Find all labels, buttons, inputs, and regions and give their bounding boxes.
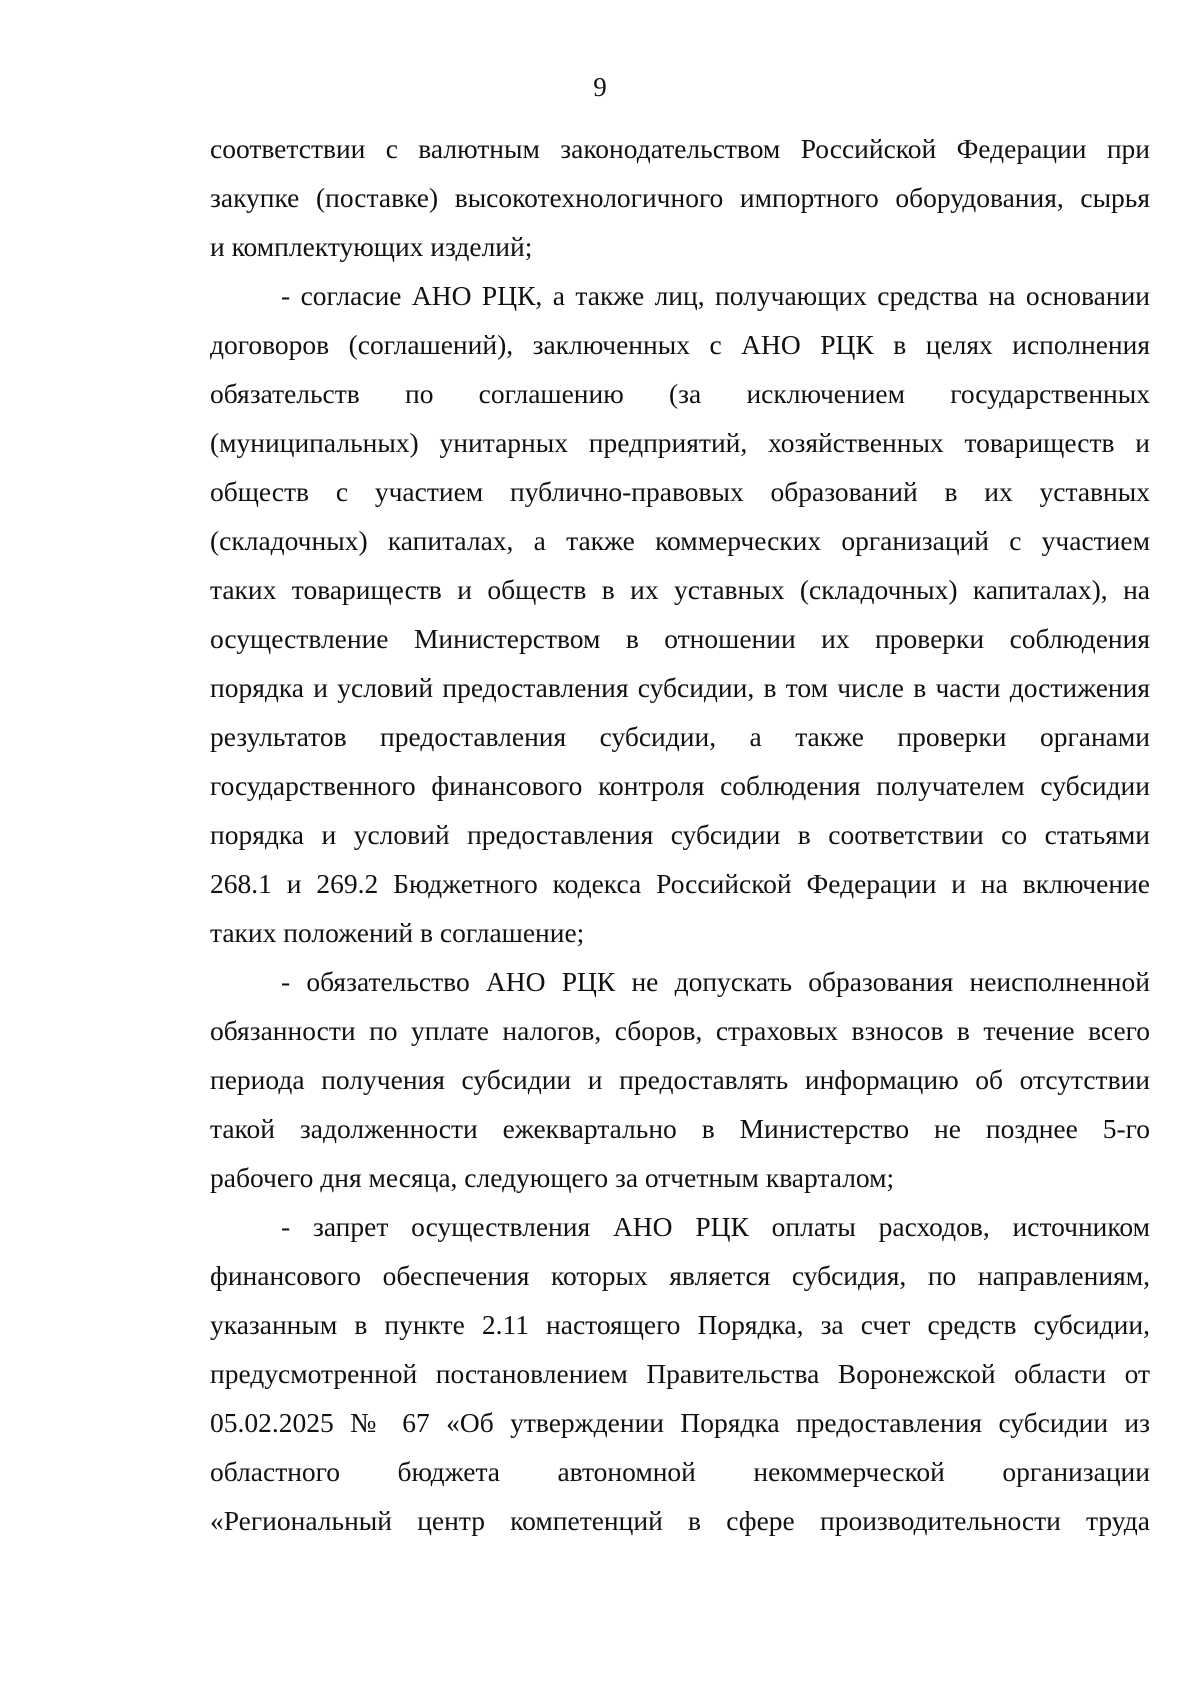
text-line: обществ с участием публично-правовых образований в их уставных: [210, 476, 1150, 507]
text-line: и комплектующих изделий;: [210, 231, 533, 262]
text-line: порядка и условий предоставления субсидии в соответствии со статьями: [210, 819, 1150, 850]
paragraph-consent-audit: [210, 271, 1150, 957]
text-line: областного бюджета автономной некоммерческой организации: [210, 1456, 1150, 1487]
document-body: [210, 124, 1150, 1545]
text-line: - обязательство АНО РЦК не допускать образования неисполненной: [281, 966, 1150, 997]
text-line: порядка и условий предоставления субсидии, в том числе в части достижения: [210, 672, 1150, 703]
paragraph-currency-compliance: [210, 124, 1150, 271]
text-line: обязательств по соглашению (за исключением государственных: [210, 378, 1150, 409]
text-line: периода получения субсидии и предоставлять информацию об отсутствии: [210, 1064, 1150, 1095]
text-line: 268.1 и 269.2 Бюджетного кодекса Российской Федерации и на включение: [210, 868, 1150, 899]
page-number: 9: [593, 72, 607, 102]
text-line: обязанности по уплате налогов, сборов, страховых взносов в течение всего: [210, 1015, 1150, 1046]
text-line: «Региональный центр компетенций в сфере производительности труда: [210, 1505, 1150, 1536]
text-line: государственного финансового контроля соблюдения получателем субсидии: [210, 770, 1150, 801]
text-line: результатов предоставления субсидии, а также проверки органами: [210, 721, 1150, 752]
text-line: - согласие АНО РЦК, а также лиц, получающих средства на основании: [281, 280, 1150, 311]
paragraph-payment-prohibition: [210, 1202, 1150, 1545]
text-line: такой задолженности ежеквартально в Министерство не позднее 5-го: [210, 1113, 1150, 1144]
text-line: предусмотренной постановлением Правительства Воронежской области от: [210, 1358, 1150, 1389]
text-line: (муниципальных) унитарных предприятий, хозяйственных товариществ и: [210, 427, 1150, 458]
text-line: соответствии с валютным законодательством Российской Федерации при: [210, 133, 1150, 164]
text-line: рабочего дня месяца, следующего за отчетным кварталом;: [210, 1162, 895, 1193]
text-line: финансового обеспечения которых является субсидия, по направлениям,: [210, 1260, 1150, 1291]
text-line: таких товариществ и обществ в их уставных (складочных) капиталах), на: [210, 574, 1150, 605]
text-line: указанным в пункте 2.11 настоящего Порядка, за счет средств субсидии,: [210, 1309, 1150, 1340]
text-line: таких положений в соглашение;: [210, 917, 585, 948]
text-line: 05.02.2025 № 67 «Об утверждении Порядка предоставления субсидии из: [210, 1407, 1150, 1438]
text-line: осуществление Министерством в отношении их проверки соблюдения: [210, 623, 1150, 654]
text-line: закупке (поставке) высокотехнологичного импортного оборудования, сырья: [210, 182, 1150, 213]
text-line: - запрет осуществления АНО РЦК оплаты расходов, источником: [281, 1211, 1150, 1242]
paragraph-tax-obligation: [210, 957, 1150, 1202]
text-line: договоров (соглашений), заключенных с АНО РЦК в целях исполнения: [210, 329, 1150, 360]
text-line: (складочных) капиталах, а также коммерческих организаций с участием: [210, 525, 1150, 556]
